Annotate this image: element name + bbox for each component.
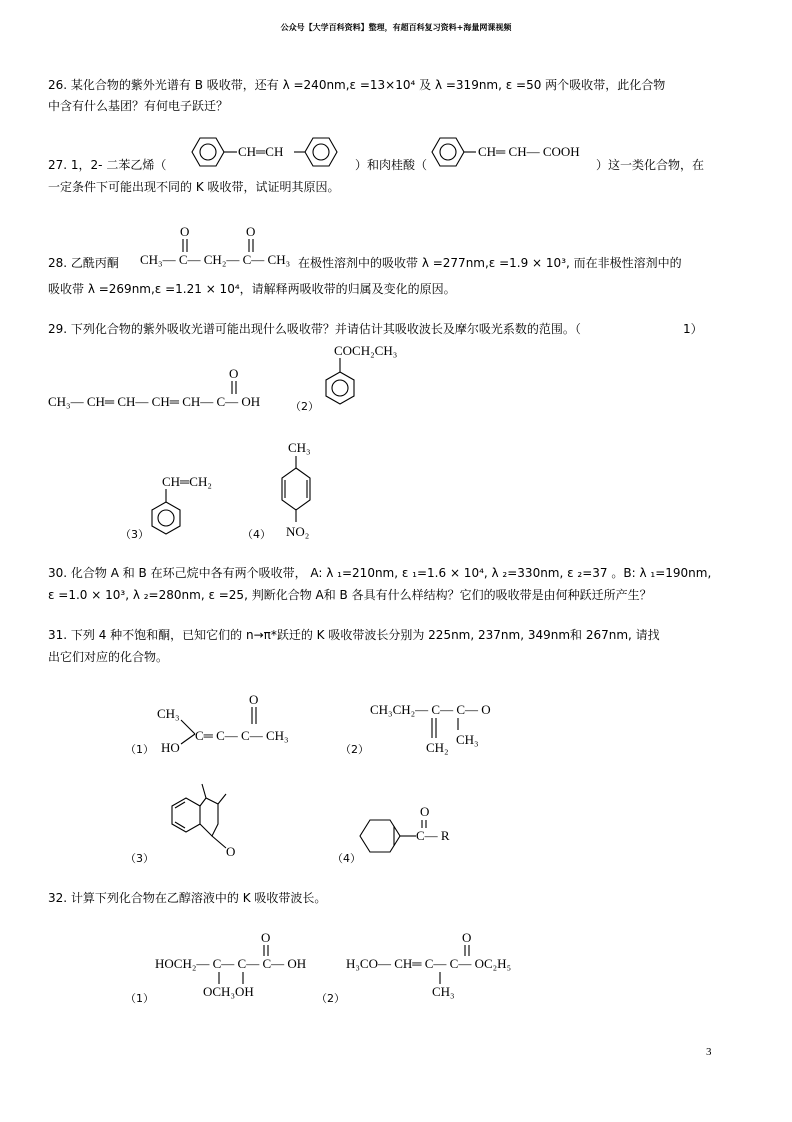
nitrotoluene-bottom: NO₂ bbox=[286, 524, 310, 539]
svg-text:CH₃CH₂— C— C— O: CH₃CH₂— C— C— O bbox=[370, 702, 491, 717]
q26-line2: 中含有什么基团？有何电子跃迁？ bbox=[48, 99, 229, 113]
svg-text:O: O bbox=[246, 224, 256, 239]
q28-end: 在极性溶剂中的吸收带 λ =277nm,ε =1.9 × 10³, 而在非极性溶剂中的 bbox=[298, 256, 682, 270]
svg-text:O: O bbox=[420, 804, 430, 819]
svg-text:C— R: C— R bbox=[416, 828, 450, 843]
q31-n4: （4） bbox=[332, 852, 361, 865]
styrene-label: CH═CH₂ bbox=[162, 474, 212, 489]
acetylacetone-structure bbox=[140, 222, 300, 272]
svg-text:H₃CO— CH═ C— C— OC₂H₅: H₃CO— CH═ C— C— OC₂H₅ bbox=[346, 956, 512, 971]
svg-text:OCH₃OH: OCH₃OH bbox=[203, 984, 254, 999]
q31-line1: 31. 下列 4 种不饱和酮，已知它们的 n→π*跃迁的 K 吸收带波长分别为 225nm, 237nm, 349nm和 267nm, 请找 bbox=[48, 628, 660, 642]
nitrotoluene-top: CH₃ bbox=[288, 440, 311, 455]
stilbene-label: CH═CH bbox=[238, 144, 284, 159]
compound-31-4 bbox=[360, 800, 470, 860]
svg-text:CH₃: CH₃ bbox=[157, 706, 180, 721]
q31-line2: 出它们对应的化合物。 bbox=[48, 650, 169, 664]
q28-line2: 吸收带 λ =269nm,ε =1.21 × 10⁴，请解释两吸收带的归属及变化的原因。 bbox=[48, 282, 456, 296]
q27-end: ）这一类化合物，在 bbox=[596, 158, 705, 172]
q32-n2: （2） bbox=[316, 992, 345, 1005]
acetylacetone-label: CH₃— C— CH₂— C— CH₃ bbox=[140, 252, 291, 267]
styrene-structure bbox=[148, 474, 228, 539]
svg-text:C═ C— C— CH₃: C═ C— C— CH₃ bbox=[195, 728, 289, 743]
q29-n1: 1） bbox=[683, 322, 703, 336]
q30-line2: ε =1.0 × 10³, λ ₂=280nm, ε =25, 判断化合物 A和 B 各具有什么样结构？它们的吸收带是由何种跃迁所产生？ bbox=[48, 588, 652, 602]
compound-32-1 bbox=[155, 928, 315, 998]
compound-31-3 bbox=[152, 780, 252, 860]
compound-31-2 bbox=[370, 700, 500, 760]
page-header: 公众号【大学百科资料】整理，有超百科复习资料+海量网课视频 bbox=[280, 23, 512, 32]
compound-31-1 bbox=[155, 690, 305, 760]
q29-n4: （4） bbox=[242, 528, 271, 541]
cinnamic-label: CH═ CH— COOH bbox=[478, 144, 580, 159]
q32-line1: 32. 计算下列化合物在乙醇溶液中的 K 吸收带波长。 bbox=[48, 891, 327, 905]
q29-line1: 29. 下列化合物的紫外吸收光谱可能出现什么吸收带？并请估计其吸收波长及摩尔吸光系数的范围。（ bbox=[48, 322, 581, 336]
compound-32-2 bbox=[346, 928, 546, 998]
propiophenone-label: COCH₂CH₃ bbox=[334, 343, 398, 358]
q27-mid: ）和肉桂酸（ bbox=[355, 158, 428, 172]
q28-number: 28. 乙酰丙酮 bbox=[48, 256, 119, 270]
svg-text:HOCH₂— C— C— C— OH: HOCH₂— C— C— C— OH bbox=[155, 956, 307, 971]
q27-line2: 一定条件下可能出现不同的 K 吸收带，试证明其原因。 bbox=[48, 180, 340, 194]
nitrotoluene-structure bbox=[268, 438, 328, 543]
q29-n3: （3） bbox=[120, 528, 149, 541]
q31-n2: （2） bbox=[340, 743, 369, 756]
svg-text:HO: HO bbox=[161, 740, 180, 755]
q29-n2: （2） bbox=[290, 400, 319, 413]
q30-line1: 30. 化合物 A 和 B 在环己烷中各有两个吸收带， A: λ ₁=210nm, ε ₁=1.6 × 10⁴, λ ₂=330nm, ε ₂=37 。B: λ ₁=190nm, bbox=[48, 566, 712, 580]
svg-text:CH₃: CH₃ bbox=[432, 984, 455, 999]
stilbene-structure bbox=[182, 134, 352, 174]
svg-text:O: O bbox=[462, 930, 472, 945]
svg-text:CH₃: CH₃ bbox=[456, 732, 479, 747]
propiophenone-structure bbox=[320, 344, 410, 414]
sorbic-acid-label: CH₃— CH═ CH— CH═ CH— C— OH bbox=[48, 394, 261, 409]
page-number: 3 bbox=[706, 1046, 712, 1058]
svg-text:O: O bbox=[249, 692, 259, 707]
svg-text:CH₂: CH₂ bbox=[426, 740, 449, 755]
q32-n1: （1） bbox=[125, 992, 154, 1005]
svg-text:O: O bbox=[180, 224, 190, 239]
sorbic-acid-structure bbox=[48, 366, 288, 411]
svg-text:O: O bbox=[226, 844, 236, 859]
cinnamic-acid-structure bbox=[430, 134, 600, 174]
q31-n3: （3） bbox=[125, 852, 154, 865]
svg-text:O: O bbox=[229, 366, 239, 381]
q26-line1: 26. 某化合物的紫外光谱有 B 吸收带，还有 λ =240nm,ε =13×10⁴ 及 λ =319nm, ε =50 两个吸收带，此化合物 bbox=[48, 78, 666, 92]
q27-number: 27. 1，2- 二苯乙烯（ bbox=[48, 158, 167, 172]
q31-n1: （1） bbox=[125, 743, 154, 756]
svg-text:O: O bbox=[261, 930, 271, 945]
